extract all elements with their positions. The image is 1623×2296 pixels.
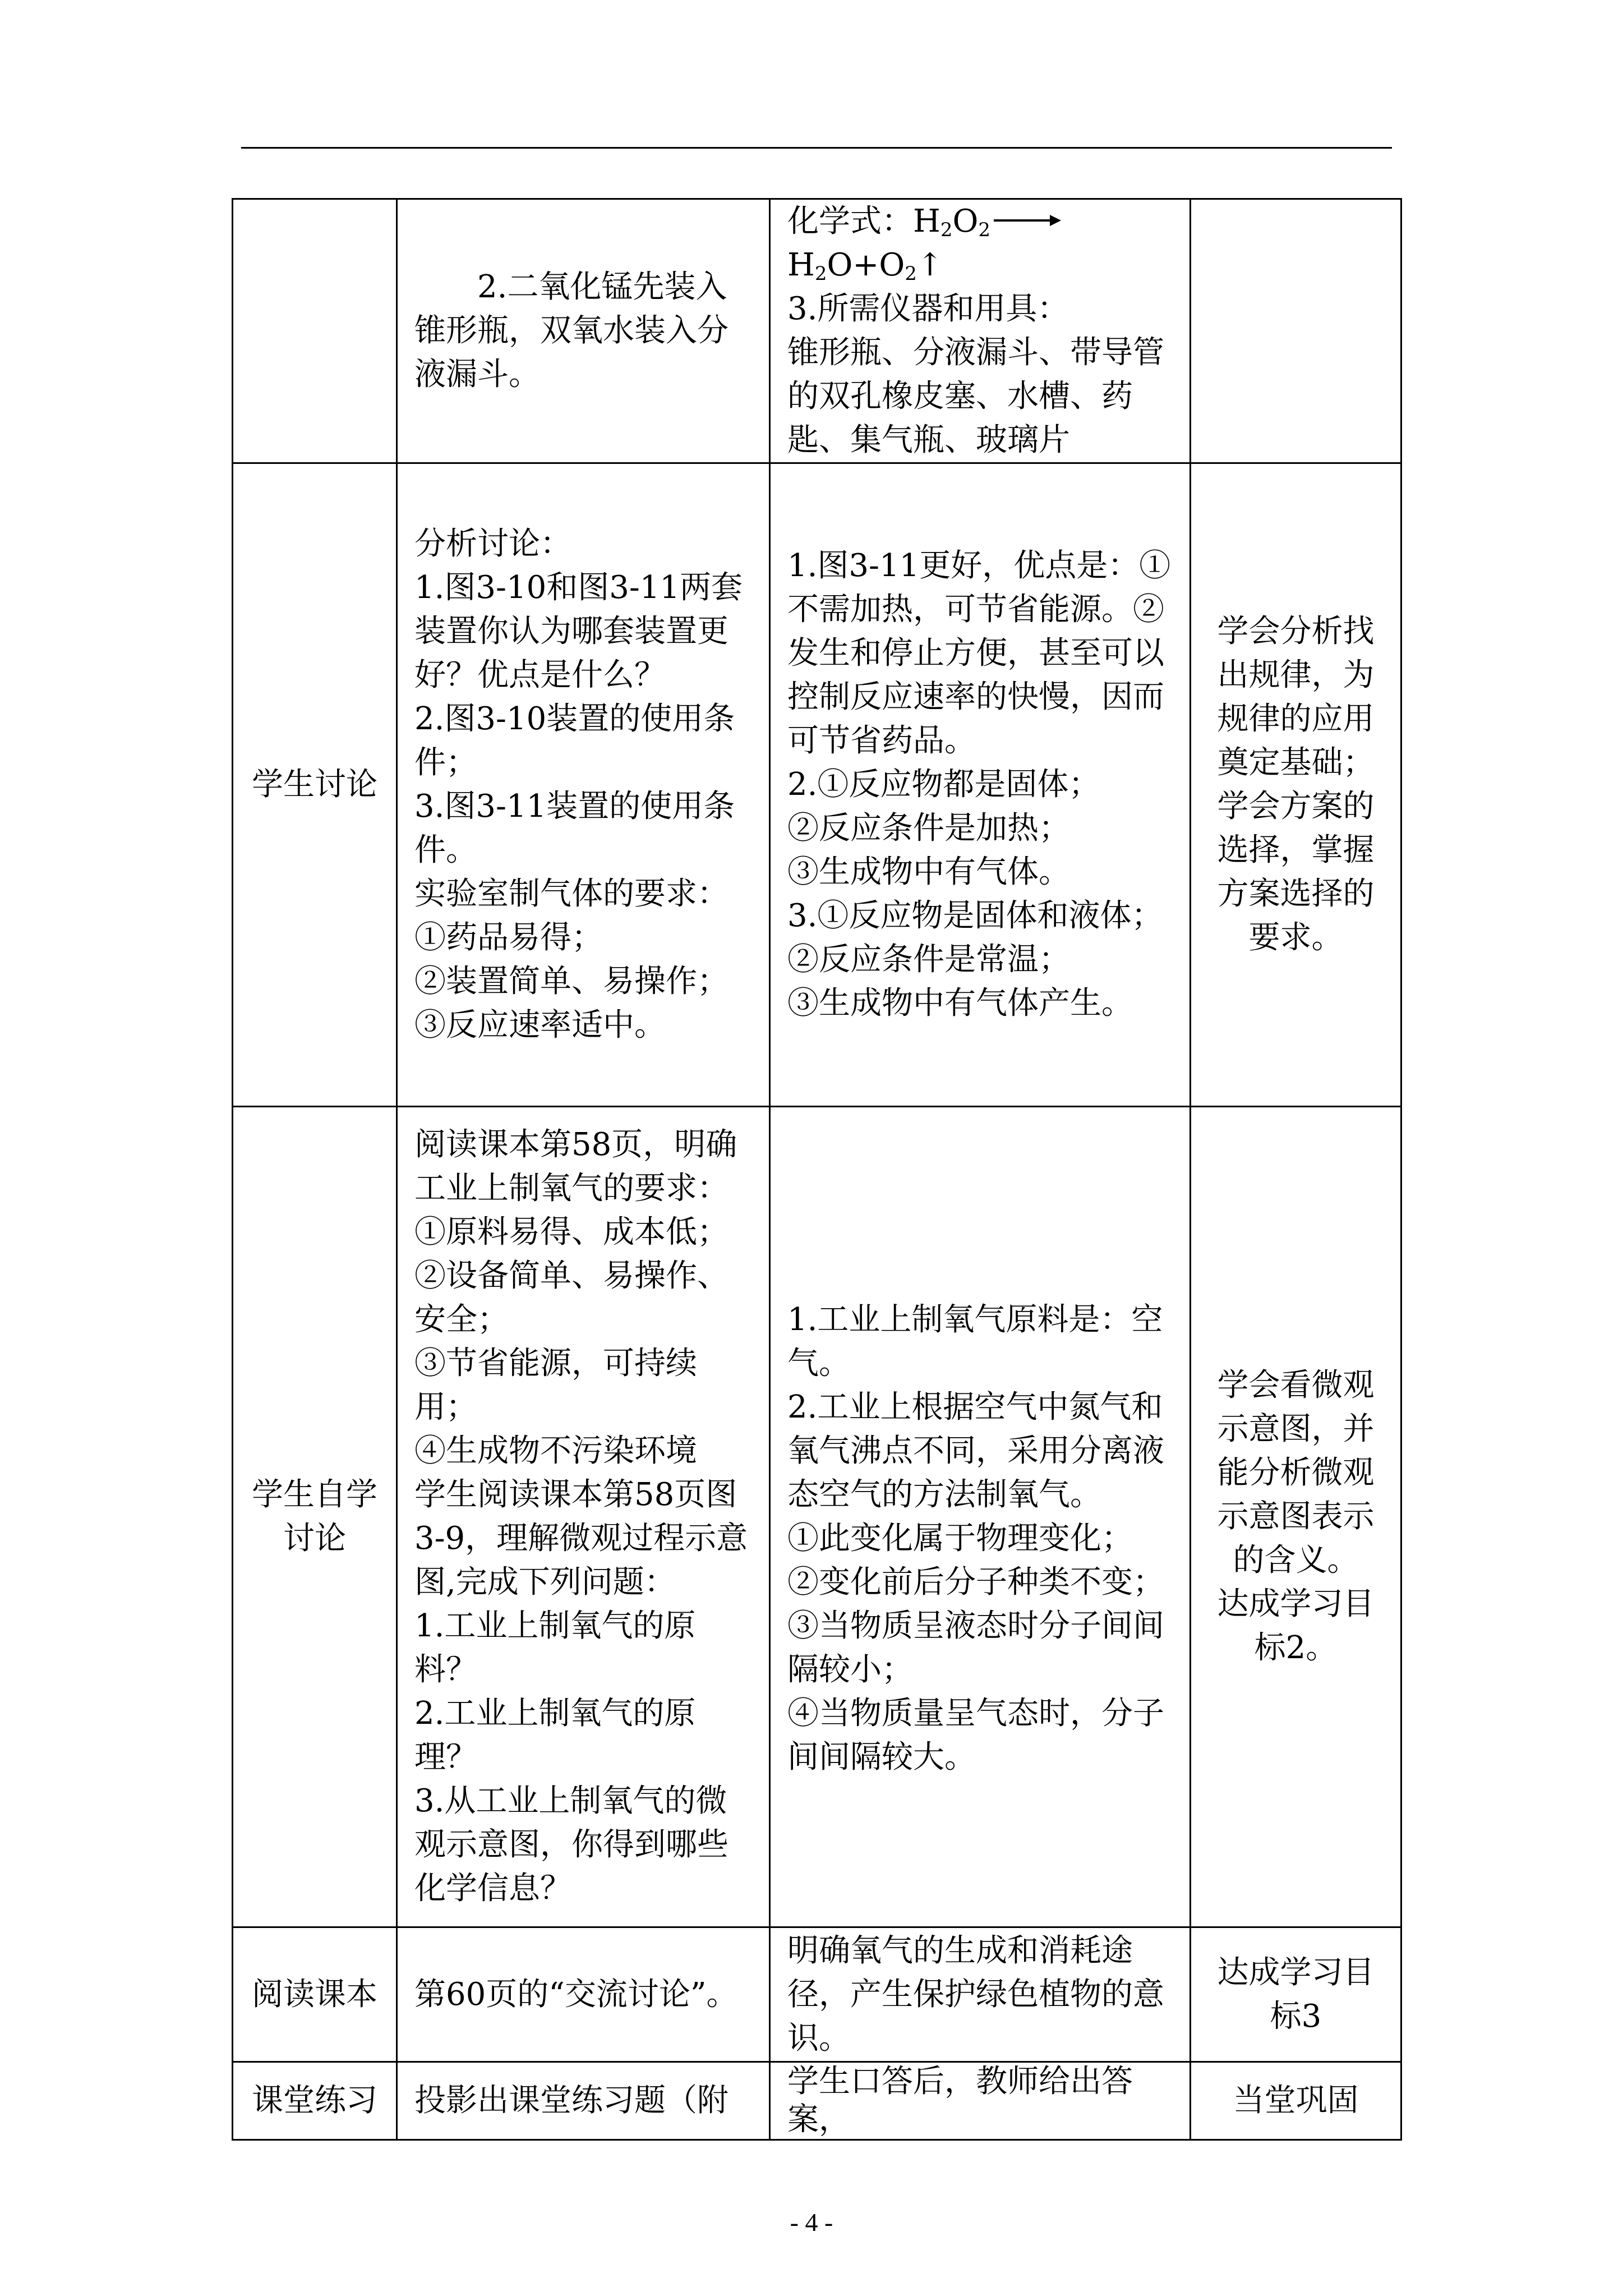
teacher-activity-cell [397, 463, 770, 1107]
table-row [233, 2062, 1401, 2140]
text-line: ③生成物中有气体。 [787, 854, 1070, 890]
student-activity-cell [770, 463, 1191, 1107]
text-line: ④生成物不污染环境 [414, 1433, 697, 1469]
activity-cell [233, 2062, 397, 2140]
table-row [233, 1927, 1401, 2062]
text-line: ③生成物中有气体产生。 [787, 985, 1133, 1022]
table-row [233, 199, 1401, 463]
activity-label: 课堂练习 [252, 2082, 377, 2119]
text-line: 第60页的“交流讨论”。 [414, 1976, 738, 2013]
chemical-formula-line [787, 200, 1173, 243]
text-line: ①原料易得、成本低； [414, 1214, 728, 1250]
teacher-activity-cell [397, 199, 770, 463]
activity-cell [233, 463, 397, 1107]
activity-label: 学生自学讨论 [252, 1476, 377, 1557]
design-intent-cell [1191, 2062, 1401, 2140]
text-line: ③当物质呈液态时分子间间隔较小； [787, 1608, 1164, 1688]
text-line: 1.工业上制氧气原料是：空气。 [787, 1301, 1163, 1382]
gas-arrow-icon: ↑ [916, 247, 943, 283]
text-line: ③反应速率适中。 [414, 1007, 666, 1043]
text-line: 1.工业上制氧气的原料？ [414, 1608, 696, 1688]
text-line: 学会分析找出规律，为规律的应用奠定基础；学会方案的选择，掌握方案选择的要求。 [1217, 613, 1375, 956]
teacher-activity-cell [397, 1927, 770, 2062]
text-line: 2.工业上制氧气的原理？ [414, 1695, 696, 1775]
student-activity-cell [770, 2062, 1191, 2140]
text-line: 锥形瓶、分液漏斗、带导管的双孔橡皮塞、水槽、药匙、集气瓶、玻璃片 [787, 334, 1164, 458]
text-line: 2.工业上根据空气中氮气和氧气沸点不同，采用分离液态空气的方法制氧气。 [787, 1389, 1164, 1513]
student-activity-cell [770, 1107, 1191, 1927]
text-line: 达成学习目标2。 [1217, 1586, 1375, 1666]
text-line: 学生阅读课本第58页图3-9，理解微观过程示意图,完成下列问题： [414, 1476, 748, 1600]
teacher-activity-cell [397, 2062, 770, 2140]
text-line: 投影出课堂练习题（附 [414, 2082, 728, 2119]
design-intent-cell [1191, 1927, 1401, 2062]
text-line: ②装置简单、易操作； [414, 963, 728, 1000]
text-line: 3.图3-11装置的使用条件。 [414, 788, 735, 868]
page-number: - 4 - [790, 2208, 833, 2237]
chemical-products-line: $H_2O+O_2↑$ [787, 247, 943, 285]
student-activity-cell [770, 1927, 1191, 2062]
design-intent-cell [1191, 199, 1401, 463]
table-row [233, 463, 1401, 1107]
activity-cell [233, 1107, 397, 1927]
text-line: 阅读课本第58页，明确工业上制氧气的要求： [414, 1126, 737, 1207]
text-line: 3.①反应物是固体和液体； [787, 898, 1163, 934]
text-line: ③节省能源，可持续用； [414, 1345, 697, 1425]
text-line: 达成学习目标3 [1217, 1954, 1375, 2035]
text-line: 3.所需仪器和用具： [787, 291, 1069, 327]
activity-label: 学生讨论 [252, 766, 377, 803]
text-line: 2.图3-10装置的使用条件； [414, 701, 735, 781]
activity-cell [233, 199, 397, 463]
text-line: 1.图3-11更好，优点是：①不需加热，可节省能源。②发生和停止方便，甚至可以控制反应速率的快慢，因而可节省药品。 [787, 547, 1171, 759]
formula-label: 化学式： [787, 203, 913, 240]
formula-reactant: $H_2O_2$ [913, 203, 991, 241]
text-line: 2.二氧化锰先装入锥形瓶，双氧水装入分液漏斗。 [414, 269, 728, 393]
text-line: ②反应条件是加热； [787, 810, 1070, 846]
text-line: ②变化前后分子种类不变； [787, 1564, 1164, 1600]
text-line: ①此变化属于物理变化； [787, 1520, 1133, 1557]
text-line: ①药品易得； [414, 919, 603, 956]
lesson-plan-table [232, 198, 1402, 2141]
text-line: 3.从工业上制氧气的微观示意图，你得到哪些化学信息？ [414, 1783, 728, 1907]
table-row [233, 1107, 1401, 1927]
activity-label: 阅读课本 [252, 1976, 377, 2013]
student-activity-cell [770, 199, 1191, 463]
text-line: ④当物质量呈气态时，分子间间隔较大。 [787, 1695, 1164, 1775]
text-line: ②反应条件是常温； [787, 941, 1070, 978]
text-line: 2.①反应物都是固体； [787, 766, 1100, 803]
activity-cell [233, 1927, 397, 2062]
text-line: 当堂巩固 [1233, 2082, 1359, 2119]
header-rule [241, 147, 1392, 149]
text-line: 明确氧气的生成和消耗途径，产生保护绿色植物的意识。 [787, 1932, 1164, 2056]
design-intent-cell [1191, 1107, 1401, 1927]
teacher-activity-cell [397, 1107, 770, 1927]
text-line: 学生口答后，教师给出答案， [787, 2063, 1133, 2138]
design-intent-cell [1191, 463, 1401, 1107]
text-line: 分析讨论： [414, 526, 571, 562]
text-line: 实验室制气体的要求： [414, 876, 728, 912]
text-line: 1.图3-10和图3-11两套装置你认为哪套装置更好？优点是什么？ [414, 569, 743, 693]
text-line: 学会看微观示意图，并能分析微观示意图表示的含义。 [1217, 1367, 1375, 1579]
reaction-arrow-icon [994, 207, 1061, 241]
text-line: ②设备简单、易操作、安全； [414, 1258, 728, 1338]
